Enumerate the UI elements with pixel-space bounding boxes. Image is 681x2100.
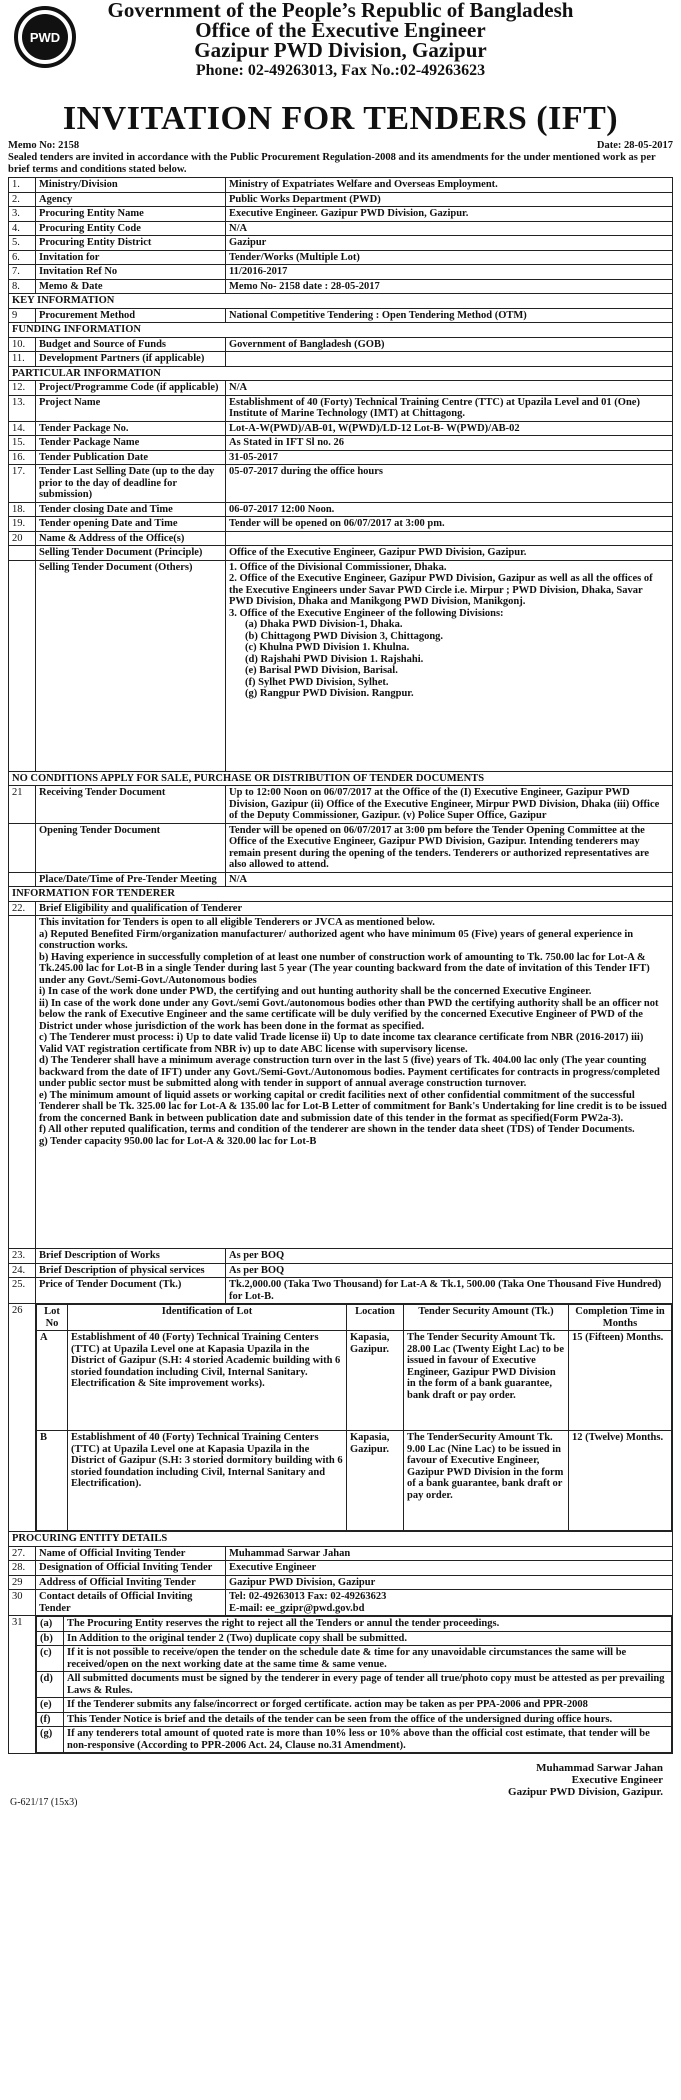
row-label: Contact details of Official Inviting Tender bbox=[36, 1590, 226, 1616]
row-label: Receiving Tender Document bbox=[36, 786, 226, 824]
table-row bbox=[9, 421, 673, 436]
row-value: Lot-A-W(PWD)/AB-01, W(PWD)/LD-12 Lot-B- W(PWD)/AB-02 bbox=[226, 421, 673, 436]
tender-notice bbox=[8, 0, 673, 1808]
row-value: 06-07-2017 12:00 Noon. bbox=[226, 502, 673, 517]
selling-offices-list bbox=[226, 560, 673, 771]
row-value: Tender will be opened on 06/07/2017 at 3:00 pm before the Tender Opening Committee at the Office of the Executive Engineer, Gazipur PWD Division, Gazipur. Intending tenderers may remain present during the opening of the tenders. Tenderers or authorized representatives are also allowed to attend. bbox=[226, 823, 673, 872]
header-line-2: Office of the Executive Engineer bbox=[195, 18, 486, 42]
note-row bbox=[37, 1712, 672, 1727]
eligibility-paragraph: f) All other reputed qualification, terms and condition of the tenderer are shown in the tender data sheet (TDS) of Tender Documents. bbox=[39, 1124, 635, 1135]
lot-row bbox=[37, 1331, 672, 1431]
note-key: (c) bbox=[37, 1646, 64, 1672]
table-row bbox=[9, 1263, 673, 1278]
office-item: 3. Office of the Executive Engineer of the following Divisions: bbox=[229, 607, 504, 619]
eligibility-paragraph: e) The minimum amount of liquid assets or working capital or credit facilities next of other confidential commitment of the successful Tenderer shall be Tk. 325.00 lac for Lot-A & 135.00 lac for Lot-B Letter of commitment for Bank's Undertaking for line credit is to be issued from the concerned Bank in between publication date and submission date of this tender in the format as specified(Form PW2a-3). bbox=[39, 1089, 667, 1124]
row-value: 31-05-2017 bbox=[226, 450, 673, 465]
row-value: Up to 12:00 Noon on 06/07/2017 at the Office of the (I) Executive Engineer, Gazipur PWD Division, Gazipur (ii) Office of the Executive Engineer, Mirpur PWD Division, Dhaka (iii) Office of the Deputy Commissioner, Gazipur. (v) Police Super Office, Gazipur bbox=[226, 786, 673, 824]
lot-location: Kapasia, Gazipur. bbox=[347, 1431, 404, 1531]
row-value: Public Works Department (PWD) bbox=[226, 192, 673, 207]
table-row bbox=[9, 250, 673, 265]
row-label: Tender Package No. bbox=[36, 421, 226, 436]
table-row bbox=[9, 381, 673, 396]
table-row bbox=[9, 436, 673, 451]
signature-block bbox=[8, 1762, 673, 1798]
table-row bbox=[9, 337, 673, 352]
note-text: This Tender Notice is brief and the details of the tender can be seen from the office of the undersigned during office hours. bbox=[64, 1712, 672, 1727]
row-label: Selling Tender Document (Principle) bbox=[36, 546, 226, 561]
eligibility-paragraph: i) In case of the work done under PWD, the certifying and out hunting authority shall be the concerned Executive Engineer. bbox=[39, 986, 592, 997]
note-text: If the Tenderer submits any false/incorrect or forged certificate. action may be taken as per PPA-2006 and PPR-2008 bbox=[64, 1698, 672, 1713]
row-value: Tender will be opened on 06/07/2017 at 3:00 pm. bbox=[226, 517, 673, 532]
row-number: 21 bbox=[9, 786, 36, 824]
header bbox=[8, 0, 673, 98]
row-label: Agency bbox=[36, 192, 226, 207]
lot-row bbox=[37, 1431, 672, 1531]
row-number: 4. bbox=[9, 221, 36, 236]
row-label: Tender opening Date and Time bbox=[36, 517, 226, 532]
row-value: N/A bbox=[226, 872, 673, 887]
note-text: All submitted documents must be signed by the tenderer in every page of tender all true/photo copy must be attested as per prevailing Laws & Rules. bbox=[64, 1672, 672, 1698]
row-number: 15. bbox=[9, 436, 36, 451]
note-key: (e) bbox=[37, 1698, 64, 1713]
row-number: 24. bbox=[9, 1263, 36, 1278]
row-label: Tender Last Selling Date (up to the day prior to the day of deadline for submission) bbox=[36, 465, 226, 503]
row-label: Memo & Date bbox=[36, 279, 226, 294]
row-number: 30 bbox=[9, 1590, 36, 1616]
notes-row bbox=[9, 1616, 673, 1754]
row-value bbox=[226, 531, 673, 546]
row-label: Brief Description of Works bbox=[36, 1249, 226, 1264]
table-row bbox=[9, 1575, 673, 1590]
row-number: 27. bbox=[9, 1546, 36, 1561]
row-value: As per BOQ bbox=[226, 1249, 673, 1264]
row-label: Selling Tender Document (Others) bbox=[36, 560, 226, 771]
table-row bbox=[9, 502, 673, 517]
row-number: 11. bbox=[9, 352, 36, 367]
note-row bbox=[37, 1727, 672, 1753]
table-row bbox=[9, 308, 673, 323]
eligibility-paragraph: b) Having experience in successfully completion of at least one number of construction work of amounting to Tk. 750.00 lac for Lot-A & Tk.245.00 lac for Lot-B in a single Tender during last 5 year (The year counting backward from the date of invitation of this Tender IFT) under any Govt./Semi-Govt./Autonomous bodies bbox=[39, 951, 650, 986]
row-value: Executive Engineer. Gazipur PWD Division, Gazipur. bbox=[226, 207, 673, 222]
row-label: Name of Official Inviting Tender bbox=[36, 1546, 226, 1561]
table-row bbox=[9, 1546, 673, 1561]
table-row bbox=[9, 560, 673, 771]
section-information-for-tenderer: INFORMATION FOR TENDERER bbox=[9, 887, 673, 902]
section-particular-information: PARTICULAR INFORMATION bbox=[9, 366, 673, 381]
note-row bbox=[37, 1617, 672, 1632]
row-number: 18. bbox=[9, 502, 36, 517]
memo-date: Date: 28-05-2017 bbox=[596, 140, 673, 151]
table-row bbox=[9, 517, 673, 532]
row-label: Procuring Entity District bbox=[36, 236, 226, 251]
table-row bbox=[9, 465, 673, 503]
row-value: N/A bbox=[226, 221, 673, 236]
row-label: Procurement Method bbox=[36, 308, 226, 323]
contact-details bbox=[226, 1590, 673, 1616]
table-row bbox=[9, 1249, 673, 1264]
memo-number: Memo No: 2158 bbox=[8, 140, 80, 151]
row-number: 3. bbox=[9, 207, 36, 222]
row-value bbox=[226, 352, 673, 367]
note-key: (a) bbox=[37, 1617, 64, 1632]
row-number: 12. bbox=[9, 381, 36, 396]
office-item: 2. Office of the Executive Engineer, Gazipur PWD Division, Gazipur as well as all the offices of the Executive Engineers under Savar PWD Circle i.e. Mirpur ; PWD Division, Dhaka, Savar PWD Division, Dhaka and Manikgong PWD Division, Manikgonj. bbox=[229, 573, 653, 607]
row-label: Invitation Ref No bbox=[36, 265, 226, 280]
signatory-designation: Executive Engineer bbox=[571, 1774, 663, 1786]
table-row bbox=[9, 901, 673, 916]
table-row bbox=[9, 207, 673, 222]
row-label: Project Name bbox=[36, 395, 226, 421]
lot-completion: 15 (Fifteen) Months. bbox=[569, 1331, 672, 1431]
lot-no: B bbox=[37, 1431, 68, 1531]
row-number: 7. bbox=[9, 265, 36, 280]
lot-location: Kapasia, Gazipur. bbox=[347, 1331, 404, 1431]
note-text: The Procuring Entity reserves the right to reject all the Tenders or annul the tender proceedings. bbox=[64, 1617, 672, 1632]
table-row bbox=[9, 823, 673, 872]
division-item: (g) Rangpur PWD Division. Rangpur. bbox=[245, 688, 414, 699]
table-row bbox=[9, 265, 673, 280]
lot-no: A bbox=[37, 1331, 68, 1431]
row-number: 16. bbox=[9, 450, 36, 465]
eligibility-paragraph: d) The Tenderer shall have a minimum average construction turn over in the last 5 (five) years of Tk. 404.00 lac only (The year counting backward from the date of IFT) under any Govt./Semi-Govt./Autonomous bodies. Payment certificates for contracts in progress/completed under public sector must be submitted along with tender in support of annual average construction turnover. bbox=[39, 1055, 660, 1089]
pwd-logo bbox=[14, 6, 76, 68]
section-no-conditions: NO CONDITIONS APPLY FOR SALE, PURCHASE OR DISTRIBUTION OF TENDER DOCUMENTS bbox=[9, 771, 673, 786]
notice-title: INVITATION FOR TENDERS (IFT) bbox=[62, 100, 619, 137]
row-number: 31 bbox=[9, 1616, 36, 1754]
note-text: If it is not possible to receive/open the tender on the schedule date & time for any unavoidable circumstances the same will be received/open on the next working date at the same time & same venue. bbox=[64, 1646, 672, 1672]
eligibility-paragraph: a) Reputed Benefited Firm/organization manufacturer/ authorized agent who have minimum 05 (Five) years of general experience in construction works. bbox=[39, 928, 634, 951]
row-value: Tender/Works (Multiple Lot) bbox=[226, 250, 673, 265]
row-label: Address of Official Inviting Tender bbox=[36, 1575, 226, 1590]
row-label: Procuring Entity Code bbox=[36, 221, 226, 236]
row-number: 26 bbox=[9, 1304, 36, 1532]
row-value: Ministry of Expatriates Welfare and Overseas Employment. bbox=[226, 178, 673, 193]
row-label: Tender Publication Date bbox=[36, 450, 226, 465]
row-number: 9 bbox=[9, 308, 36, 323]
row-number: 8. bbox=[9, 279, 36, 294]
note-row bbox=[37, 1646, 672, 1672]
division-item: (b) Chittagong PWD Division 3, Chittagong. bbox=[245, 630, 444, 642]
table-row bbox=[9, 1278, 673, 1304]
row-value: Office of the Executive Engineer, Gazipur PWD Division, Gazipur. bbox=[226, 546, 673, 561]
eligibility-paragraph: This invitation for Tenders is open to all eligible Tenderers or JVCA as mentioned below. bbox=[39, 917, 435, 928]
row-label: Invitation for bbox=[36, 250, 226, 265]
header-line-1: Government of the People’s Republic of Bangladesh bbox=[107, 0, 574, 22]
security-header: Tender Security Amount (Tk.) bbox=[404, 1305, 569, 1331]
row-label: Budget and Source of Funds bbox=[36, 337, 226, 352]
row-value: Tk.2,000.00 (Taka Two Thousand) for Lat-A & Tk.1, 500.00 (Taka One Thousand Five Hundred) for Lot-B. bbox=[226, 1278, 673, 1304]
eligibility-text bbox=[36, 916, 673, 1249]
row-label: Name & Address of the Office(s) bbox=[36, 531, 226, 546]
note-text: If any tenderers total amount of quoted rate is more than 10% less or 10% above than the official cost estimate, that tender will be non-responsive (According to PPR-2006 Act. 24, Clause no.31 Amendment). bbox=[64, 1727, 672, 1753]
row-label: Price of Tender Document (Tk.) bbox=[36, 1278, 226, 1304]
lot-security: The TenderSecurity Amount Tk. 9.00 Lac (Nine Lac) to be issued in favour of Executive Engineer, Gazipur PWD Division in the form of a bank guarantee, bank draft or pay order. bbox=[404, 1431, 569, 1531]
notes-table bbox=[36, 1616, 672, 1753]
contact-email: E-mail: ee_gzipr@pwd.gov.bd bbox=[229, 1602, 365, 1614]
section-funding-information: FUNDING INFORMATION bbox=[9, 323, 673, 338]
table-row bbox=[9, 279, 673, 294]
division-item: (a) Dhaka PWD Division-1, Dhaka. bbox=[245, 619, 403, 630]
table-row bbox=[9, 786, 673, 824]
table-row bbox=[9, 221, 673, 236]
note-text: In Addition to the original tender 2 (Two) duplicate copy shall be submitted. bbox=[64, 1631, 672, 1646]
table-row bbox=[9, 1561, 673, 1576]
row-number: 14. bbox=[9, 421, 36, 436]
location-header: Location bbox=[347, 1305, 404, 1331]
note-key: (b) bbox=[37, 1631, 64, 1646]
table-row bbox=[9, 1590, 673, 1616]
table-row bbox=[9, 531, 673, 546]
lot-security: The Tender Security Amount Tk. 28.00 Lac (Twenty Eight Lac) to be issued in favour of Executive Engineer, Gazipur PWD Division in the form of a bank guarantee, bank draft or pay order. bbox=[404, 1331, 569, 1431]
completion-header: Completion Time in Months bbox=[569, 1305, 672, 1331]
memo-row bbox=[8, 140, 673, 152]
print-code: G-621/17 (15x3) bbox=[10, 1797, 78, 1808]
note-row bbox=[37, 1698, 672, 1713]
division-item: (e) Barisal PWD Division, Barisal. bbox=[245, 665, 398, 676]
table-row bbox=[9, 192, 673, 207]
contact-phone: Tel: 02-49263013 Fax: 02-49263623 bbox=[229, 1591, 387, 1602]
note-key: (d) bbox=[37, 1672, 64, 1698]
row-label: Project/Programme Code (if applicable) bbox=[36, 381, 226, 396]
row-value: Muhammad Sarwar Jahan bbox=[226, 1546, 673, 1561]
row-value: As per BOQ bbox=[226, 1263, 673, 1278]
lot-table-row bbox=[9, 1304, 673, 1532]
note-key: (f) bbox=[37, 1712, 64, 1727]
division-item: (d) Rajshahi PWD Division 1. Rajshahi. bbox=[245, 653, 424, 665]
row-label: Development Partners (if applicable) bbox=[36, 352, 226, 367]
division-item: (c) Khulna PWD Division 1. Khulna. bbox=[245, 642, 410, 653]
row-label: Brief Description of physical services bbox=[36, 1263, 226, 1278]
row-number: 17. bbox=[9, 465, 36, 503]
row-value: Memo No- 2158 date : 28-05-2017 bbox=[226, 279, 673, 294]
row-number: 19. bbox=[9, 517, 36, 532]
logo-text: PWD bbox=[22, 14, 68, 60]
table-row bbox=[9, 236, 673, 251]
row-label: Designation of Official Inviting Tender bbox=[36, 1561, 226, 1576]
note-row bbox=[37, 1672, 672, 1698]
row-label: Tender Package Name bbox=[36, 436, 226, 451]
header-phone: Phone: 02-49263013, Fax No.:02-49263623 bbox=[195, 62, 486, 79]
signatory-name: Muhammad Sarwar Jahan bbox=[536, 1762, 663, 1774]
row-label: Opening Tender Document bbox=[36, 823, 226, 872]
row-value: National Competitive Tendering : Open Tendering Method (OTM) bbox=[226, 308, 673, 323]
intro-text: Sealed tenders are invited in accordance with the Public Procurement Regulation-2008 and its amendments for the under mentioned work as per brief terms and conditions stated below. bbox=[8, 152, 656, 175]
row-number: 6. bbox=[9, 250, 36, 265]
row-number: 28. bbox=[9, 1561, 36, 1576]
header-line-3: Gazipur PWD Division, Gazipur bbox=[194, 38, 487, 62]
row-value: N/A bbox=[226, 381, 673, 396]
eligibility-paragraph: g) Tender capacity 950.00 lac for Lot-A & 320.00 lac for Lot-B bbox=[39, 1135, 317, 1147]
lot-identification: Establishment of 40 (Forty) Technical Training Centers (TTC) at Upazila Level one at Kapasia Upazila in the District of Gazipur (S.H: 4 storied Academic building with 6 storied foundation including Civil, Internal Sanitary. Electrification & Site improvement works). bbox=[68, 1331, 347, 1431]
table-row bbox=[9, 872, 673, 887]
lot-completion: 12 (Twelve) Months. bbox=[569, 1431, 672, 1531]
identification-header: Identification of Lot bbox=[68, 1305, 347, 1331]
eligibility-paragraph: ii) In case of the work done under any Govt./semi Govt./autonomous bodies other than PWD the certifying authority shall be an officer not below the rank of Executive Engineer and the same certificate will be duly verified by the concerned Executive Engineer of PWD of the District under whose jurisdiction of the work has been done in the format as specified. bbox=[39, 997, 659, 1032]
row-number: 2. bbox=[9, 192, 36, 207]
table-row bbox=[9, 178, 673, 193]
section-procuring-entity: PROCURING ENTITY DETAILS bbox=[9, 1532, 673, 1547]
row-number: 23. bbox=[9, 1249, 36, 1264]
row-number: 29 bbox=[9, 1575, 36, 1590]
row-label: Tender closing Date and Time bbox=[36, 502, 226, 517]
lot-no-header: Lot No bbox=[37, 1305, 68, 1331]
note-key: (g) bbox=[37, 1727, 64, 1753]
row-value: As Stated in IFT Sl no. 26 bbox=[226, 436, 673, 451]
row-number: 22. bbox=[9, 901, 36, 916]
tender-table bbox=[8, 177, 673, 1754]
division-item: (f) Sylhet PWD Division, Sylhet. bbox=[245, 676, 389, 688]
table-row bbox=[9, 916, 673, 1249]
row-number: 13. bbox=[9, 395, 36, 421]
row-value: 05-07-2017 during the office hours bbox=[226, 465, 673, 503]
row-value: Executive Engineer bbox=[226, 1561, 673, 1576]
row-value: Gazipur bbox=[226, 236, 673, 251]
row-number: 20 bbox=[9, 531, 36, 546]
row-label: Procuring Entity Name bbox=[36, 207, 226, 222]
table-row bbox=[9, 546, 673, 561]
office-item: 1. Office of the Divisional Commissioner, Dhaka. bbox=[229, 561, 447, 573]
row-label: Place/Date/Time of Pre-Tender Meeting bbox=[36, 872, 226, 887]
row-value: Establishment of 40 (Forty) Technical Training Centre (TTC) at Upazila Level and 01 (One) Institute of Marine Technology (IMT) at Chittagong. bbox=[226, 395, 673, 421]
section-key-information: KEY INFORMATION bbox=[9, 294, 673, 309]
note-row bbox=[37, 1631, 672, 1646]
row-number: 5. bbox=[9, 236, 36, 251]
table-row bbox=[9, 352, 673, 367]
signatory-office: Gazipur PWD Division, Gazipur. bbox=[508, 1786, 663, 1798]
row-value: Gazipur PWD Division, Gazipur bbox=[226, 1575, 673, 1590]
table-row bbox=[9, 395, 673, 421]
eligibility-paragraph: c) The Tenderer must process: i) Up to date valid Trade license ii) Up to date income tax clearance certificate from NBR (2016-2017) iii) Valid VAT registration certificate from NBR iv) up to date ABC license with supervisory license. bbox=[39, 1032, 644, 1055]
row-number: 1. bbox=[9, 178, 36, 193]
lot-identification: Establishment of 40 (Forty) Technical Training Centers (TTC) at Upazila Level one at Kapasia Upazila in the District of Gazipur (S.H: 3 storied dormitory building with 6 storied foundation including Civil, Internal Sanitary and Electrification). bbox=[68, 1431, 347, 1531]
table-row bbox=[9, 450, 673, 465]
row-label: Ministry/Division bbox=[36, 178, 226, 193]
row-number: 10. bbox=[9, 337, 36, 352]
row-value: 11/2016-2017 bbox=[226, 265, 673, 280]
row-value: Government of Bangladesh (GOB) bbox=[226, 337, 673, 352]
lot-table bbox=[36, 1304, 672, 1531]
row-number: 25. bbox=[9, 1278, 36, 1304]
row-label: Brief Eligibility and qualification of Tenderer bbox=[36, 901, 673, 916]
